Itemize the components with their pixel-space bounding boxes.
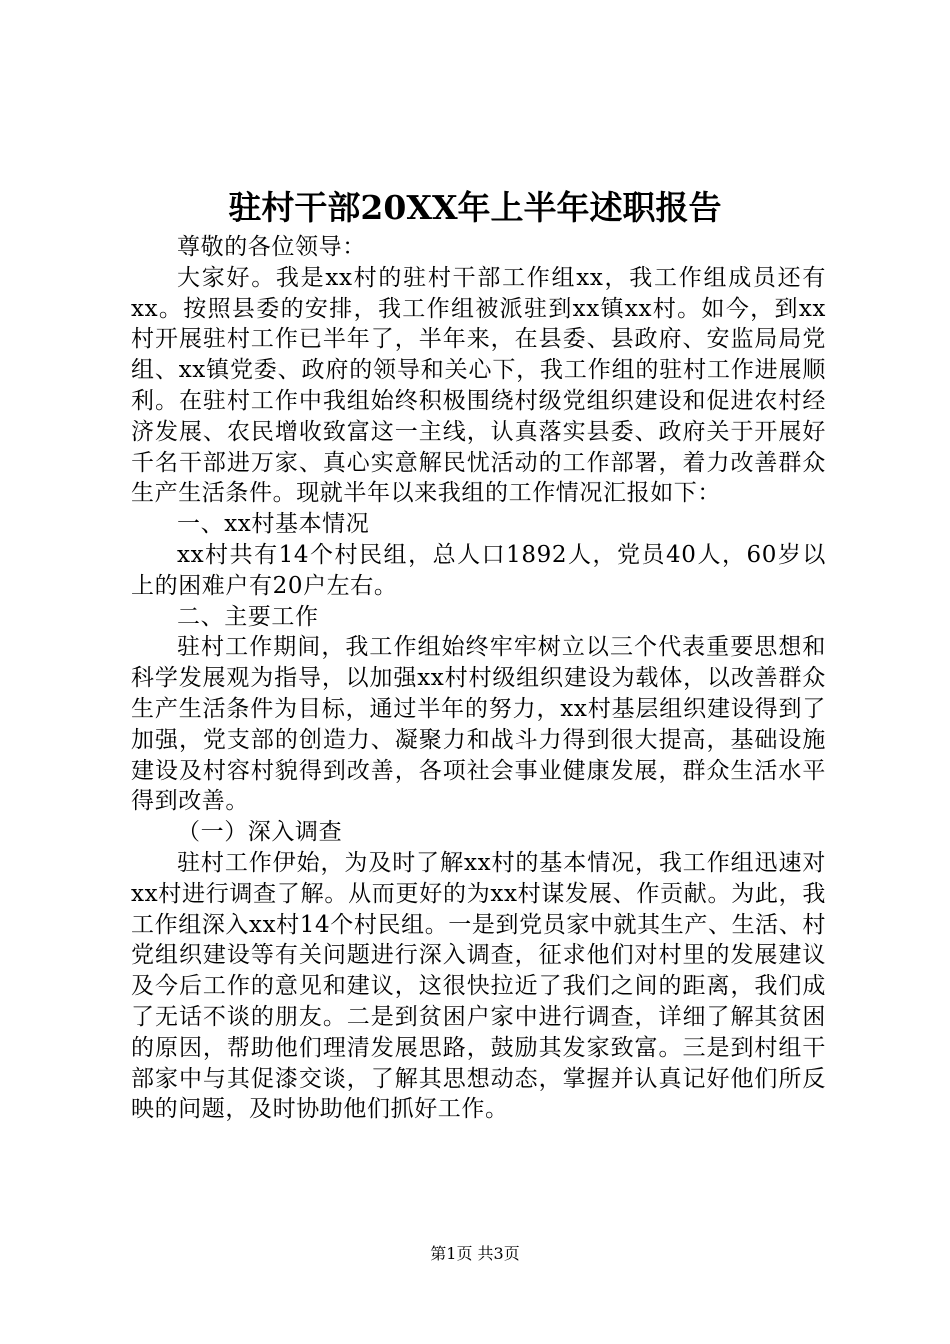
document-body xyxy=(131,232,826,1125)
paragraph-intro: 大家好。我是xx村的驻村干部工作组xx，我工作组成员还有xx。按照县委的安排，我工作组被派驻到xx镇xx村。如今，到xx村开展驻村工作已半年了，半年来，在县委、县政府、安监局局党组、xx镇党委、政府的领导和关心下，我工作组的驻村工作进展顺利。在驻村工作中我组始终积极围绕村级党组织建设和促进农村经济发展、农民增收致富这一主线，认真落实县委、政府关于开展好千名干部进万家、真心实意解民忧活动的工作部署，着力改善群众生产生活条件。现就半年以来我组的工作情况汇报如下： xyxy=(131,264,826,507)
paragraph-investigation: 驻村工作伊始，为及时了解xx村的基本情况，我工作组迅速对xx村进行调查了解。从而更好的为xx村谋发展、作贡献。为此，我工作组深入xx村14个村民组。一是到党员家中就其生产、生活、村党组织建设等有关问题进行深入调查，征求他们对村里的发展建议及今后工作的意见和建议，这很快拉近了我们之间的距离，我们成了无话不谈的朋友。二是到贫困户家中进行调查，详细了解其贫困的原因，帮助他们理清发展思路，鼓励其发家致富。三是到村组干部家中与其促漆交谈，了解其思想动态，掌握并认真记好他们所反映的问题，及时协助他们抓好工作。 xyxy=(131,849,826,1123)
salutation: 尊敬的各位领导： xyxy=(177,234,366,260)
paragraph-basic-info: xx村共有14个村民组，总人口1892人，党员40人，60岁以上的困难户有20户左右。 xyxy=(131,541,826,599)
paragraph-main-work: 驻村工作期间，我工作组始终牢牢树立以三个代表重要思想和科学发展观为指导，以加强xx村村级组织建设为载体，以改善群众生产生活条件为目标，通过半年的努力，xx村基层组织建设得到了加强，党支部的创造力、凝聚力和战斗力得到很大提高，基础设施建设及村容村貌得到改善，各项社会事业健康发展，群众生活水平得到改善。 xyxy=(131,634,826,815)
page-footer: 第1页 共3页 xyxy=(430,1244,520,1263)
subsection-heading-investigation: （一）深入调查 xyxy=(177,819,343,846)
document-title: 驻村干部20XX年上半年述职报告 xyxy=(228,188,722,227)
section-heading-basic-info: 一、xx村基本情况 xyxy=(177,511,370,538)
section-heading-main-work: 二、主要工作 xyxy=(177,603,319,630)
